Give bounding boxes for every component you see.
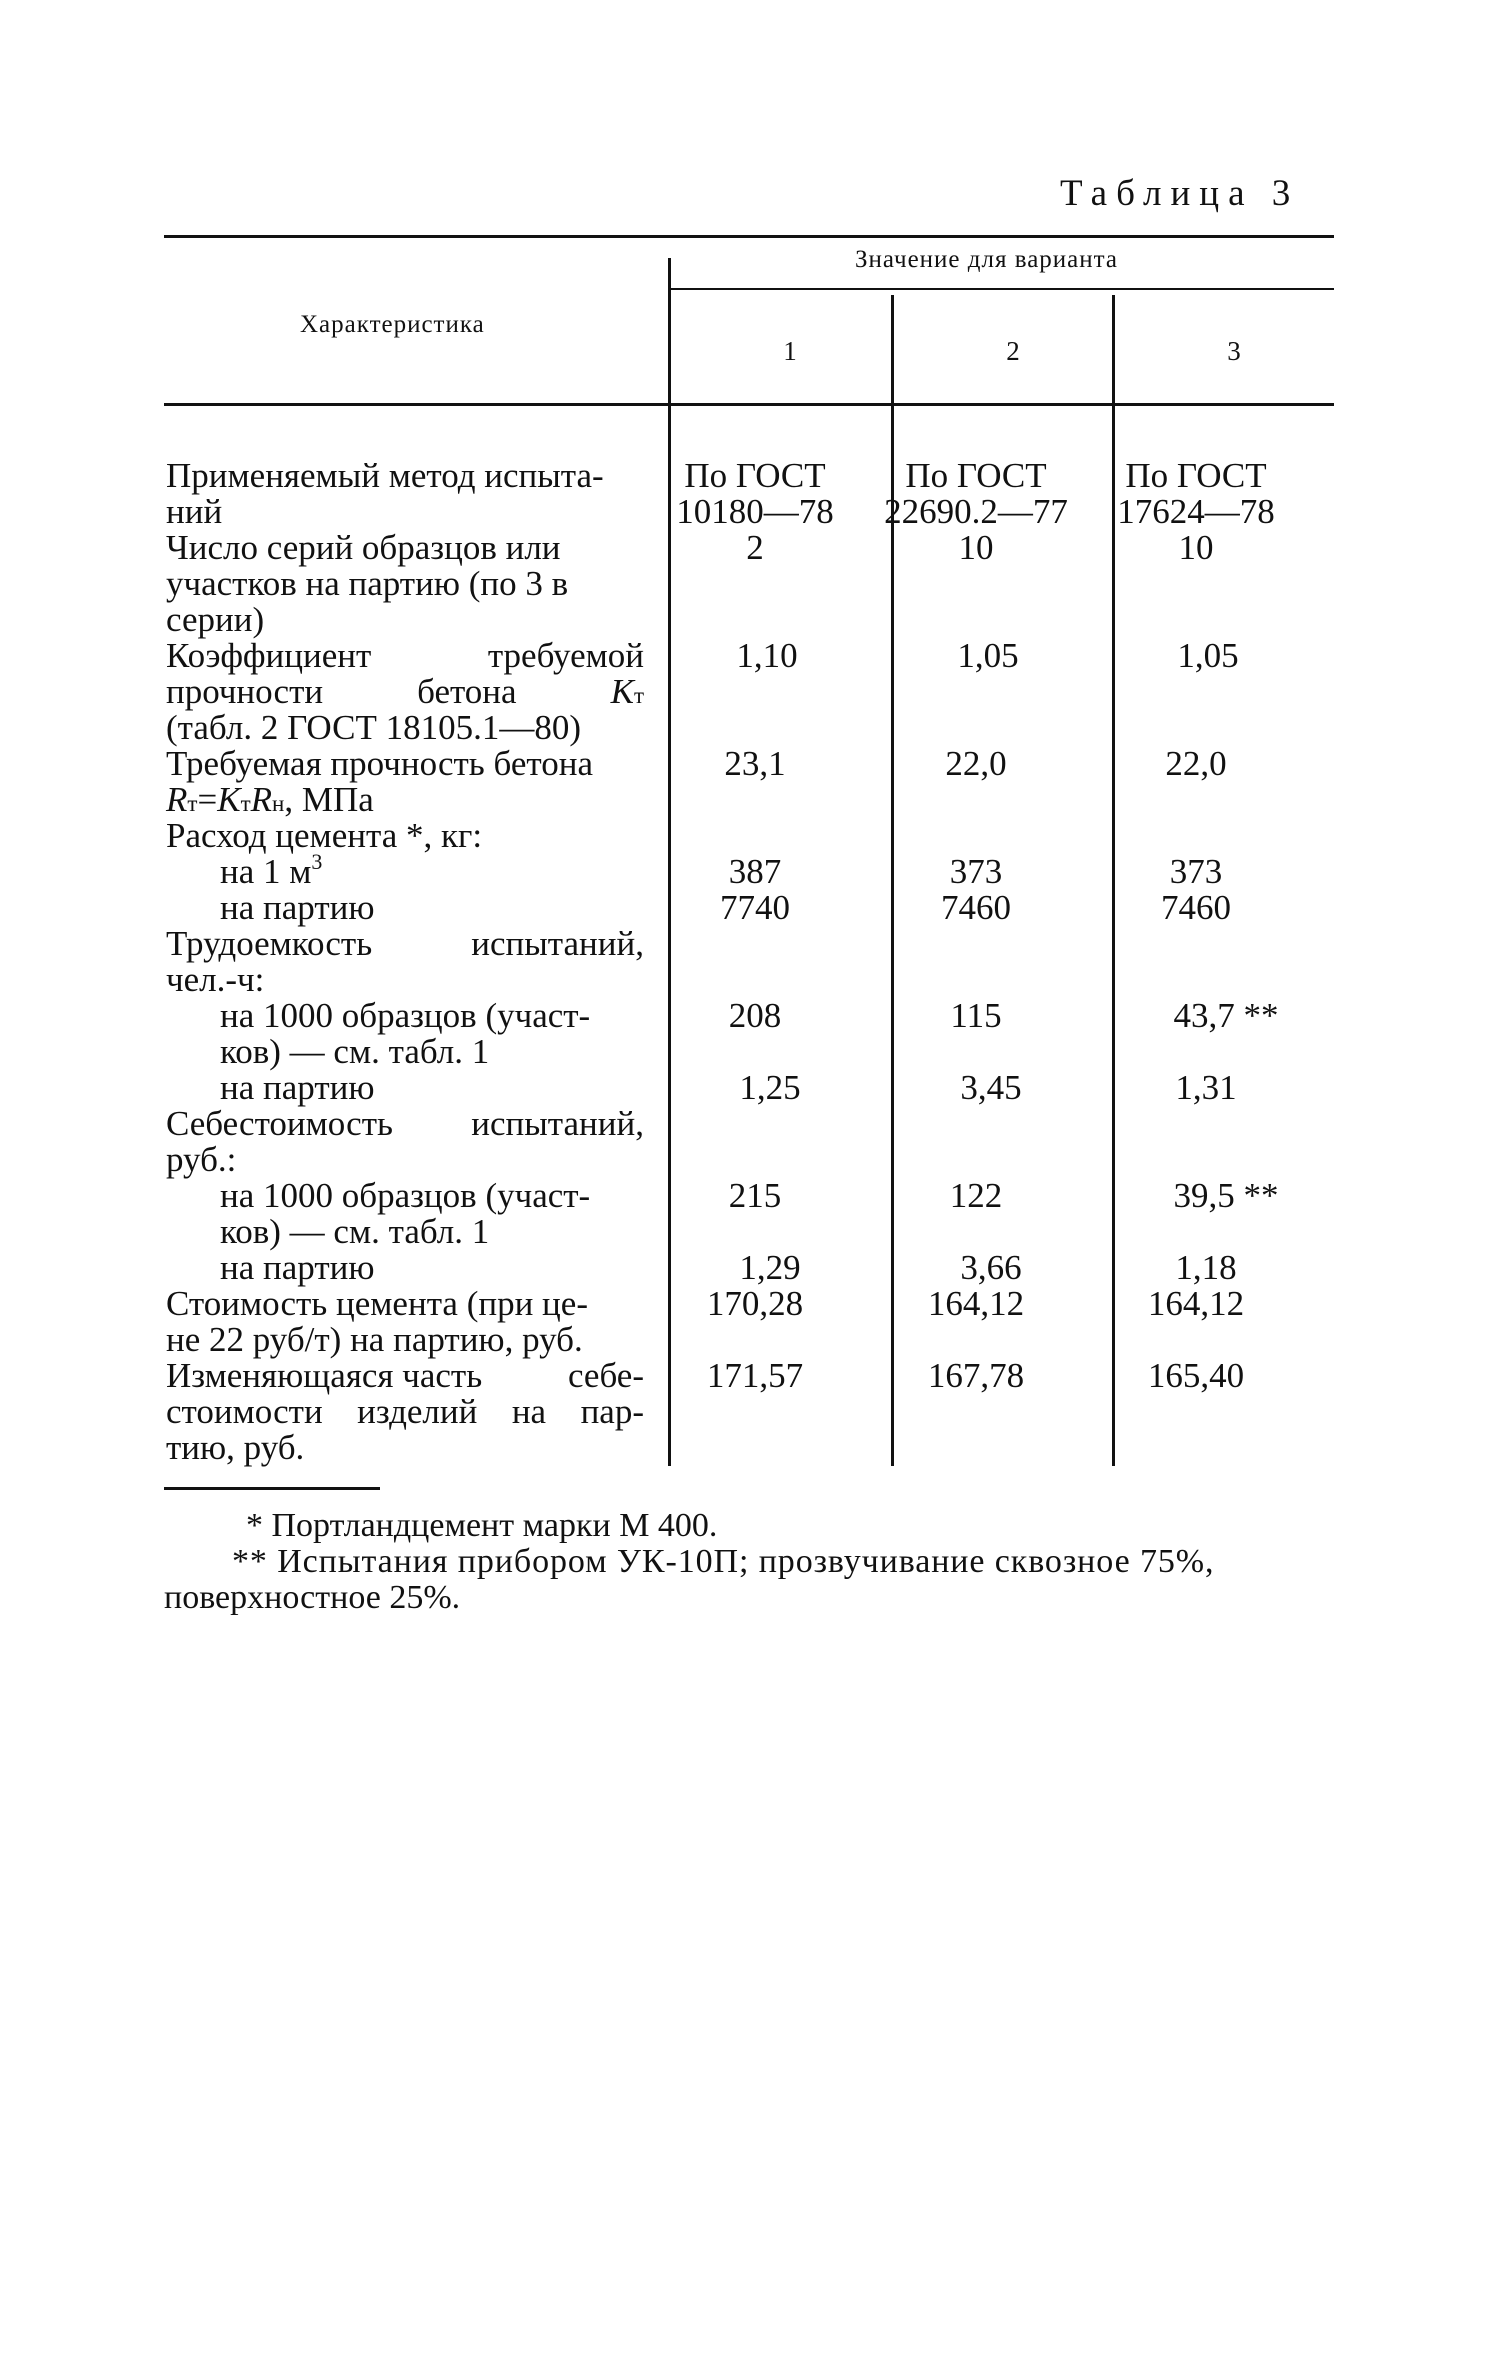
cell-variant-2: 164,12 [927,1284,1025,1323]
row-label: Стоимость цемента (при це- не 22 руб/т) на партию, руб. [166,1284,588,1359]
header-variant-3: 3 [1227,336,1241,366]
table-row [166,1358,1306,1466]
row-label: Расход цемента *, кг: на 1 $м^3$ на партию [166,816,483,927]
table-top-rule [164,235,1334,238]
cell-variant-1: 215 1,29 [728,1176,801,1287]
cell-variant-2: 10 [958,528,994,567]
table-row [166,458,1306,530]
row-label: Требуемая прочность бетона Rт=KтRн, МПа [166,744,593,819]
cell-variant-1: 170,28 [706,1284,804,1323]
header-variant-1: 1 [783,336,797,366]
cell-variant-3: 373 7460 [1161,852,1231,927]
cell-variant-1: 23,1 [724,744,786,783]
cell-variant-3: 39,5 ** 1,18 [1173,1176,1279,1287]
table-row [166,638,1306,746]
row-label: Себестоимость испытаний, руб.: на 1000 образцов (участ- ков) — см. табл. 1 на партию [166,1104,644,1287]
cell-variant-2: 22,0 [945,744,1007,783]
cell-variant-1: 208 1,25 [728,996,801,1107]
table-body [166,458,1306,1466]
cell-variant-3: 22,0 [1165,744,1227,783]
cell-variant-1: 2 [746,528,764,567]
header-group: Значение для варианта [855,246,1118,273]
table-row [166,926,1306,1106]
cell-variant-2: 167,78 [927,1356,1025,1395]
row-label: Изменяющаяся часть себе- стоимости изделий на пар- тию, руб. [166,1356,644,1467]
row-label: Применяемый метод испыта- ний [166,456,604,531]
footnote-2: ** Испытания прибором УК-10П; прозвучивание сквозное 75%, [232,1543,1215,1580]
row-label: Трудоемкость испытаний, чел.-ч: на 1000 образцов (участ- ков) — см. табл. 1 на партию [166,924,644,1107]
cell-variant-3: 10 [1178,528,1214,567]
footnote-1: * Портландцемент марки М 400. [246,1507,718,1544]
table-row [166,1106,1306,1286]
header-group-rule [670,288,1334,290]
cell-variant-3: По ГОСТ 17624—78 [1117,456,1275,531]
table-row [166,1286,1306,1358]
header-bottom-rule [164,403,1334,406]
cell-variant-2: 115 3,45 [950,996,1022,1107]
cell-variant-1: 387 7740 [720,852,790,927]
footnote-2-cont: поверхностное 25%. [164,1579,461,1616]
cell-variant-2: 122 3,66 [949,1176,1022,1287]
footnote-rule [164,1487,380,1490]
cell-variant-3: 1,05 [1177,636,1239,675]
header-variant-2: 2 [1006,336,1020,366]
cell-variant-3: 164,12 [1147,1284,1245,1323]
cell-variant-2: 1,05 [957,636,1019,675]
cell-variant-3: 43,7 ** 1,31 [1173,996,1279,1107]
cell-variant-1: 1,10 [736,636,798,675]
cell-variant-1: 171,57 [706,1356,804,1395]
cell-variant-2: 373 7460 [941,852,1011,927]
table-title: Таблица 3 [1060,173,1300,214]
table-row [166,818,1306,926]
row-label: Число серий образцов или участков на партию (по 3 в серии) [166,528,569,639]
cell-variant-3: 165,40 [1147,1356,1245,1395]
cell-variant-2: По ГОСТ 22690.2—77 [884,456,1068,531]
table-row [166,746,1306,818]
header-characteristic: Характеристика [300,311,485,338]
table-row [166,530,1306,638]
cell-variant-1: По ГОСТ 10180—78 [676,456,834,531]
row-label: Коэффициент требуемой прочности бетона Kт (табл. 2 ГОСТ 18105.1—80) [166,636,644,747]
